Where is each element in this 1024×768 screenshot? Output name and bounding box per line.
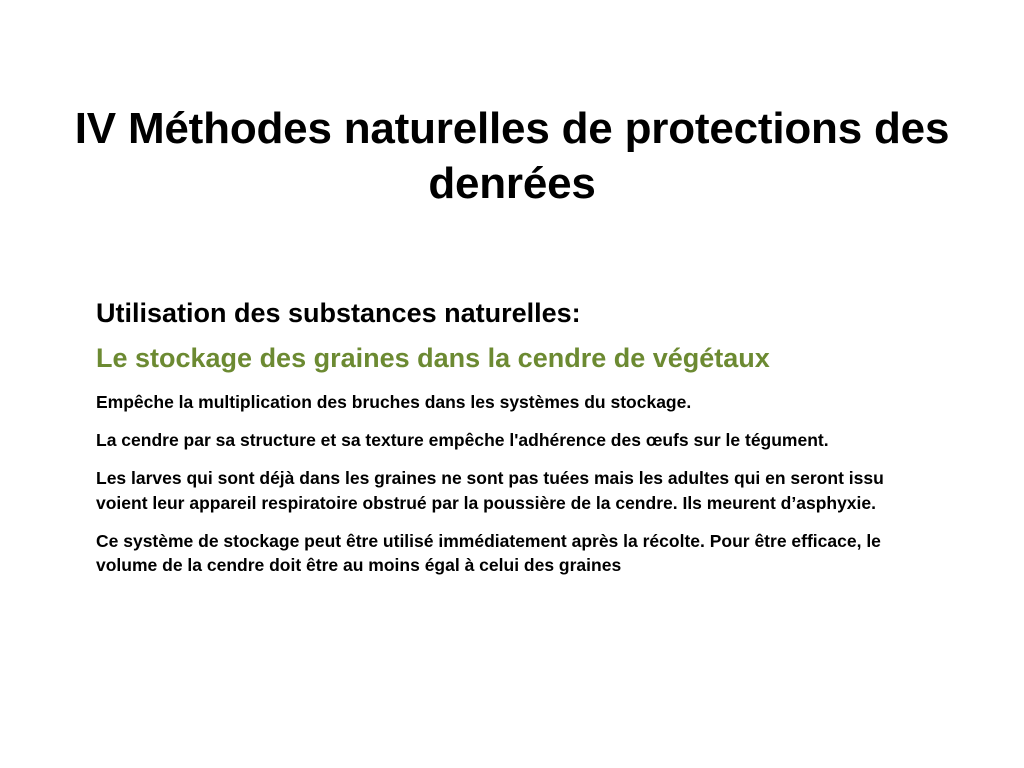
list-item: Les larves qui sont déjà dans les graines ne sont pas tuées mais les adultes qui en seront issu voient leur appareil respiratoire obstrué par la poussière de la cendre. Ils meurent d’asphyxie. (96, 467, 884, 513)
subheading-usage: Utilisation des substances naturelles: (96, 298, 581, 328)
slide-body (96, 296, 956, 591)
bullet-list (96, 390, 956, 578)
page-title: IV Méthodes naturelles de protections des denrées (74, 104, 950, 209)
list-item: Empêche la multiplication des bruches dans les systèmes du stockage. (96, 392, 692, 413)
list-item: Ce système de stockage peut être utilisé immédiatement après la récolte. Pour être efficace, le volume de la cendre doit être au moins égal à celui des graines (96, 530, 881, 576)
list-item: La cendre par sa structure et sa texture empêche l'adhérence des œufs sur le tégument. (96, 430, 829, 451)
subheading-storage-highlight: Le stockage des graines dans la cendre de végétaux (96, 343, 770, 374)
